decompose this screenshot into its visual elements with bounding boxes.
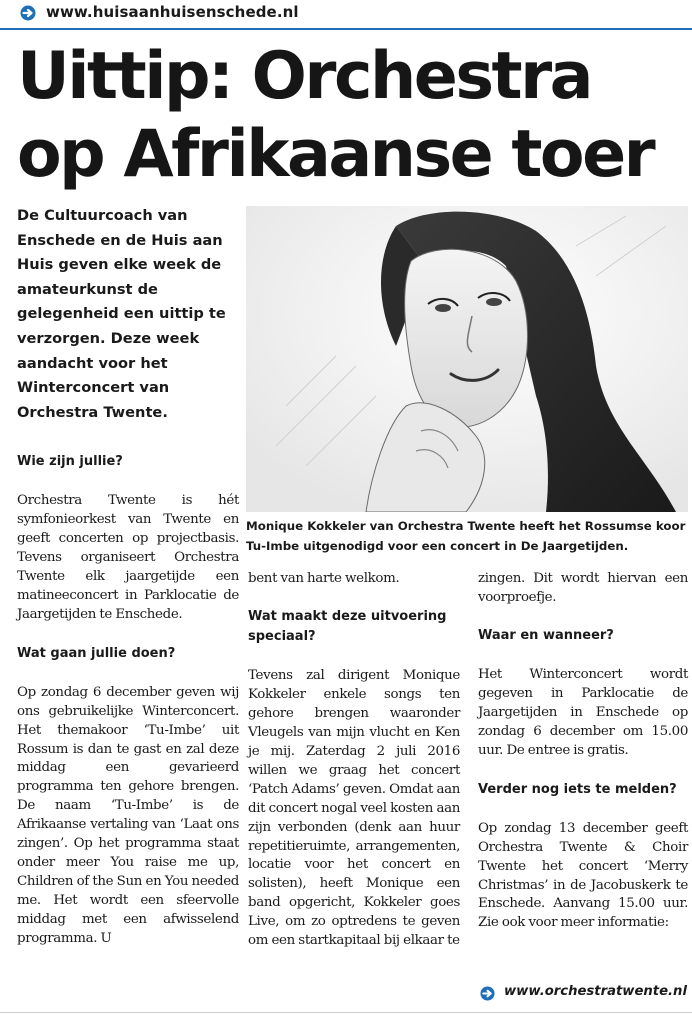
section-heading: Wat gaan jullie doen?	[17, 645, 176, 661]
paragraph: Het Winterconcert wordt gegeven in Parklocatie de Jaargetijden in Enschede op zondag 6 december om 15.00 uur. De entree is gratis.	[478, 666, 688, 758]
photo-caption: Monique Kokkeler van Orchestra Twente heeft het Rossumse koor Tu-Imbe uitgenodigd voor een concert in De Jaargetijden.	[246, 519, 686, 553]
paragraph: Tevens zal dirigent Monique Kokkeler enkele songs ten gehore brengen waaronder Vleugels van mijn vlucht en Ken je mij. Zaterdag 2 juli 2016 willen we graag het concert ‘Patch Adams’ geven. Omdat aan dit concert nogal veel kosten aan zijn verbonden (denk aan huur repetitieruimte, arrangementen, locatie voor het concert en solisten), heeft Monique een band opgericht, Kokkeler goes Live, om zo optredens te geven om een startkapitaal bij elkaar te	[248, 667, 460, 949]
headline-line-2: op Afrikaanse toer	[17, 117, 654, 192]
intro-text: De Cultuurcoach van Enschede en de Huis aan Huis geven elke week de amateurkunst de gelegenheid een uittip te verzorgen. Deze week aandacht voor het Winterconcert van Orchestra Twente.	[17, 207, 226, 421]
paragraph: Op zondag 6 december geven wij ons gebruikelijke Winterconcert. Het themakoor ‘Tu-Imbe’ uit Rossum is dan te gast en zal deze middag een gevarieerd programma ten gehore brengen. De naam ‘Tu-Imbe’ is de Afrikaanse vertaling van ‘Laat ons zingen’. Op het programma staat onder meer You raise me up, Children of the Sun en You needed me. Het wordt een sfeervolle middag met een afwisselend programma. U	[17, 684, 239, 947]
site-url-link[interactable]: www.huisaanhuisenschede.nl	[46, 3, 299, 21]
section-heading: Wat maakt deze uitvoering speciaal?	[248, 608, 447, 644]
site-header	[0, 0, 692, 30]
paragraph: Op zondag 13 december geeft Orchestra Twente & Choir Twente het concert ‘Merry Christmas’ in de Jacobuskerk te Enschede. Aanvang 15.00 uur. Zie ook voor meer informatie:	[478, 820, 688, 931]
section-heading: Waar en wanneer?	[478, 627, 614, 643]
portrait-photo	[246, 206, 688, 512]
paragraph: zingen. Dit wordt hiervan een voorproefje.	[478, 571, 688, 605]
section-heading: Wie zijn jullie?	[17, 454, 123, 469]
headline-line-1: Uittip: Orchestra	[17, 39, 592, 114]
portrait-sketch	[246, 206, 688, 512]
article-column-2	[248, 570, 460, 951]
divider	[0, 1012, 692, 1013]
more-info-link-row	[480, 983, 690, 1005]
arrow-right-icon	[20, 5, 36, 21]
headline	[17, 38, 687, 194]
arrow-right-icon	[480, 986, 495, 1001]
paragraph: Orchestra Twente is hét symfonieorkest van Twente en geeft concerten op projectbasis. Tevens organiseert Orchestra Twente elk jaargetijde een matineeconcert in Parklocatie de Jaargetijden te Enschede.	[17, 493, 239, 622]
section-heading: Verder nog iets te melden?	[478, 781, 677, 797]
paragraph: bent van harte welkom.	[248, 571, 400, 586]
article-column-3	[478, 570, 688, 933]
orchestra-website-link[interactable]: www.orchestratwente.nl	[504, 984, 687, 999]
article-column-1	[17, 452, 239, 949]
